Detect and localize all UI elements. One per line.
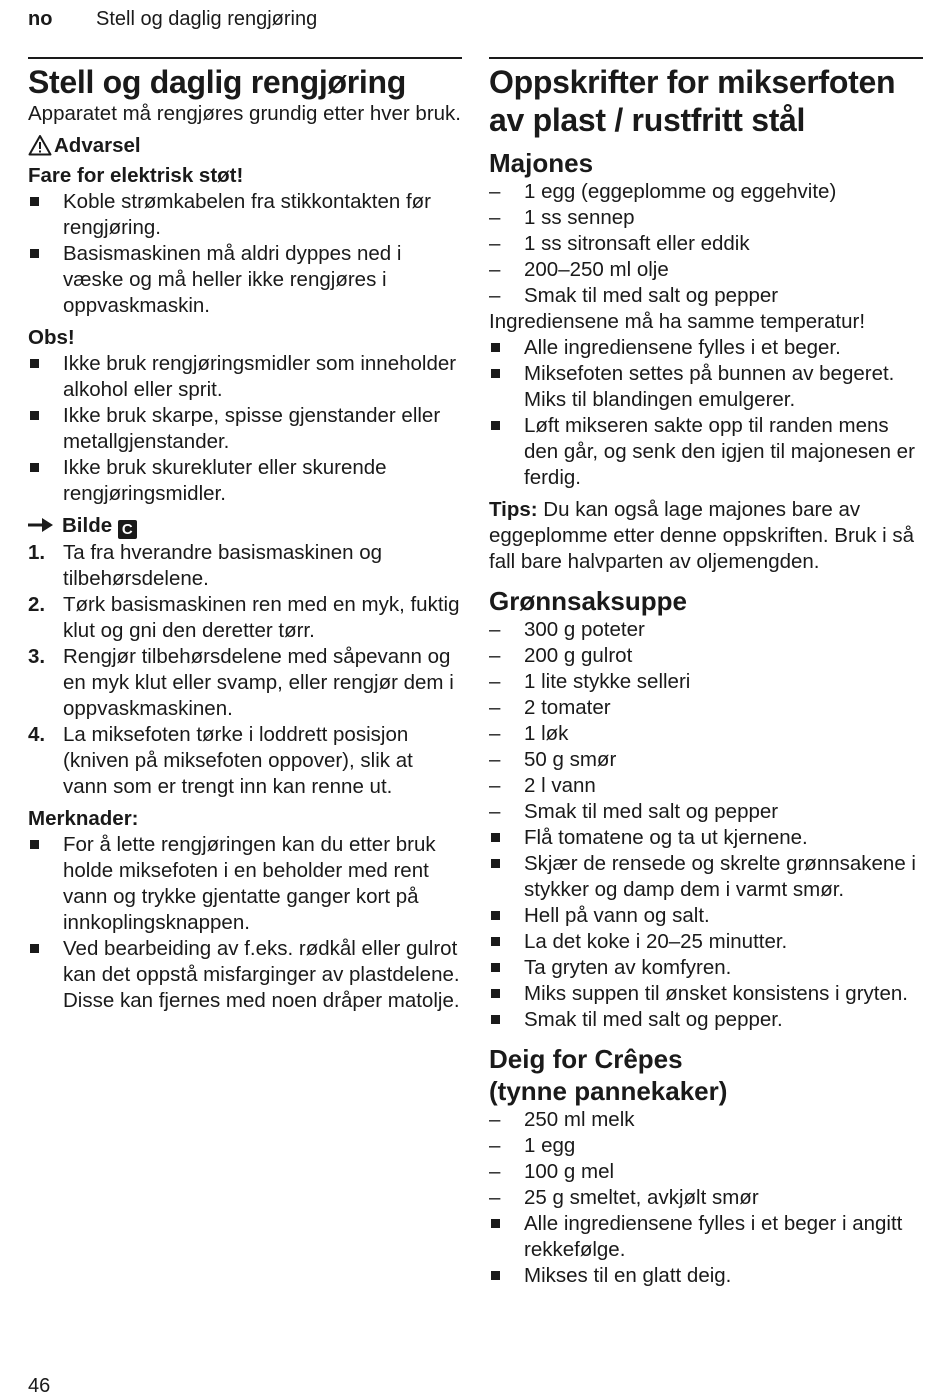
list-item: Skjær de rensede og skrelte grønnsakene i stykker og damp dem i varmt smør. bbox=[489, 851, 923, 903]
ingredient-item: – 200–250 ml olje bbox=[489, 258, 669, 281]
bullet-square-icon bbox=[491, 989, 500, 998]
figure-letter-badge: C bbox=[118, 520, 137, 539]
list-item: Ikke bruk skarpe, spisse gjenstander eller metallgjenstander. bbox=[28, 403, 462, 455]
section-title-recipes: Oppskrifter for mikserfoten av plast / rustfritt stål bbox=[489, 64, 896, 138]
bullet-square-icon bbox=[491, 963, 500, 972]
section-title-cleaning: Stell og daglig rengjøring bbox=[28, 64, 406, 100]
step-item: 4. La miksefoten tørke i loddrett posisjon (kniven på miksefoten oppover), slik at vann som er trengt inn kan renne ut. bbox=[28, 723, 413, 798]
page-header bbox=[28, 6, 317, 32]
ingredient-item: – 25 g smeltet, avkjølt smør bbox=[489, 1186, 759, 1209]
ingredient-item: – 100 g mel bbox=[489, 1160, 615, 1183]
bullet-square-icon bbox=[30, 840, 39, 849]
bullet-square-icon bbox=[491, 369, 500, 378]
ingredient-item: – 1 egg (eggeplomme og eggehvite) bbox=[489, 180, 837, 203]
bullet-square-icon bbox=[30, 197, 39, 206]
ingredient-item: – 2 l vann bbox=[489, 774, 596, 797]
bullet-square-icon bbox=[30, 411, 39, 420]
list-item: Hell på vann og salt. bbox=[489, 903, 923, 929]
list-item: Mikses til en glatt deig. bbox=[489, 1263, 923, 1289]
bullet-square-icon bbox=[491, 859, 500, 868]
step-item: 2. Tørk basismaskinen ren med en myk, fuktig klut og gni den deretter tørr. bbox=[28, 593, 460, 642]
bullet-square-icon bbox=[491, 1271, 500, 1280]
list-item: Ikke bruk rengjøringsmidler som inneholder alkohol eller sprit. bbox=[28, 351, 462, 403]
section-rule bbox=[489, 57, 923, 59]
warning-subtitle: Fare for elektrisk støt! bbox=[28, 164, 244, 187]
notes-heading: Merknader: bbox=[28, 807, 139, 830]
figure-reference bbox=[28, 513, 462, 540]
bullet-square-icon bbox=[30, 463, 39, 472]
arrow-right-icon bbox=[28, 514, 62, 540]
mayo-tips: Tips: Du kan også lage majones bare av eggeplomme etter denne oppskriften. Bruk i så fall bare halvparten av oljemengden. bbox=[489, 498, 915, 573]
recipe-title-crepes: Deig for Crêpes (tynne pannekaker) bbox=[489, 1044, 728, 1106]
bullet-square-icon bbox=[491, 833, 500, 842]
obs-heading: Obs! bbox=[28, 326, 75, 349]
bullet-square-icon bbox=[30, 359, 39, 368]
list-item: Koble strømkabelen fra stikkontakten før rengjøring. bbox=[28, 189, 462, 241]
bullet-square-icon bbox=[491, 937, 500, 946]
ingredient-item: – 1 ss sitronsaft eller eddik bbox=[489, 232, 750, 255]
list-item: Miksefoten settes på bunnen av begeret. Miks til blandingen emulgerer. bbox=[489, 361, 923, 413]
bullet-square-icon bbox=[30, 944, 39, 953]
ingredient-item: – 1 ss sennep bbox=[489, 206, 635, 229]
list-item: For å lette rengjøringen kan du etter bruk holde miksefoten i en beholder med rent vann og trykke gjentatte ganger kort på innkoplingsknappen. bbox=[28, 832, 462, 936]
recipe-title-soup: Grønnsaksuppe bbox=[489, 586, 687, 616]
list-item: Alle ingrediensene fylles i et beger i angitt rekkefølge. bbox=[489, 1211, 923, 1263]
step-item: 3. Rengjør tilbehørsdelene med såpevann og en myk klut eller svamp, eller rengjør dem i oppvaskmaskinen. bbox=[28, 645, 454, 720]
ingredient-item: – 1 egg bbox=[489, 1134, 576, 1157]
list-item: Ved bearbeiding av f.eks. rødkål eller gulrot kan det oppstå misfarginger av plastdelene. Disse kan fjernes med noen dråper matolje. bbox=[28, 936, 462, 1014]
bullet-square-icon bbox=[491, 1219, 500, 1228]
ingredient-item: – Smak til med salt og pepper bbox=[489, 800, 779, 823]
ingredient-item: – 250 ml melk bbox=[489, 1108, 635, 1131]
bullet-square-icon bbox=[30, 249, 39, 258]
bullet-square-icon bbox=[491, 1015, 500, 1024]
step-item: 1. Ta fra hverandre basismaskinen og tilbehørsdelene. bbox=[28, 541, 383, 590]
ingredient-item: – 2 tomater bbox=[489, 696, 611, 719]
bullet-square-icon bbox=[491, 911, 500, 920]
list-item: Basismaskinen må aldri dyppes ned i væske og må heller ikke rengjøres i oppvaskmaskin. bbox=[28, 241, 462, 319]
recipe-title-mayo: Majones bbox=[489, 148, 594, 178]
list-item: Løft mikseren sakte opp til randen mens den går, og senk den igjen til majonesen er ferdig. bbox=[489, 413, 923, 491]
list-item: Ikke bruk skurekluter eller skurende rengjøringsmidler. bbox=[28, 455, 462, 507]
list-item: Alle ingrediensene fylles i et beger. bbox=[489, 335, 923, 361]
language-code: no bbox=[28, 8, 53, 30]
list-item: Miks suppen til ønsket konsistens i gryten. bbox=[489, 981, 923, 1007]
mayo-note: Ingrediensene må ha samme temperatur! bbox=[489, 310, 866, 333]
bullet-square-icon bbox=[491, 421, 500, 430]
header-title: Stell og daglig rengjøring bbox=[96, 8, 318, 30]
section-rule bbox=[28, 57, 462, 59]
ingredient-item: – 50 g smør bbox=[489, 748, 617, 771]
warning-label: Advarsel bbox=[54, 134, 141, 157]
intro-text: Apparatet må rengjøres grundig etter hver bruk. bbox=[28, 102, 461, 125]
ingredient-item: – 1 løk bbox=[489, 722, 569, 745]
ingredient-item: – 1 lite stykke selleri bbox=[489, 670, 691, 693]
page-number: 46 bbox=[28, 1375, 51, 1397]
left-column bbox=[28, 57, 462, 1014]
warning-heading bbox=[28, 133, 462, 163]
list-item: Flå tomatene og ta ut kjernene. bbox=[489, 825, 923, 851]
list-item: La det koke i 20–25 minutter. bbox=[489, 929, 923, 955]
list-item: Smak til med salt og pepper. bbox=[489, 1007, 923, 1033]
warning-triangle-icon bbox=[28, 134, 54, 163]
figure-label: Bilde bbox=[62, 514, 113, 537]
right-column bbox=[489, 57, 923, 1289]
ingredient-item: – Smak til med salt og pepper bbox=[489, 284, 779, 307]
ingredient-item: – 300 g poteter bbox=[489, 618, 645, 641]
ingredient-item: – 200 g gulrot bbox=[489, 644, 633, 667]
bullet-square-icon bbox=[491, 343, 500, 352]
list-item: Ta gryten av komfyren. bbox=[489, 955, 923, 981]
